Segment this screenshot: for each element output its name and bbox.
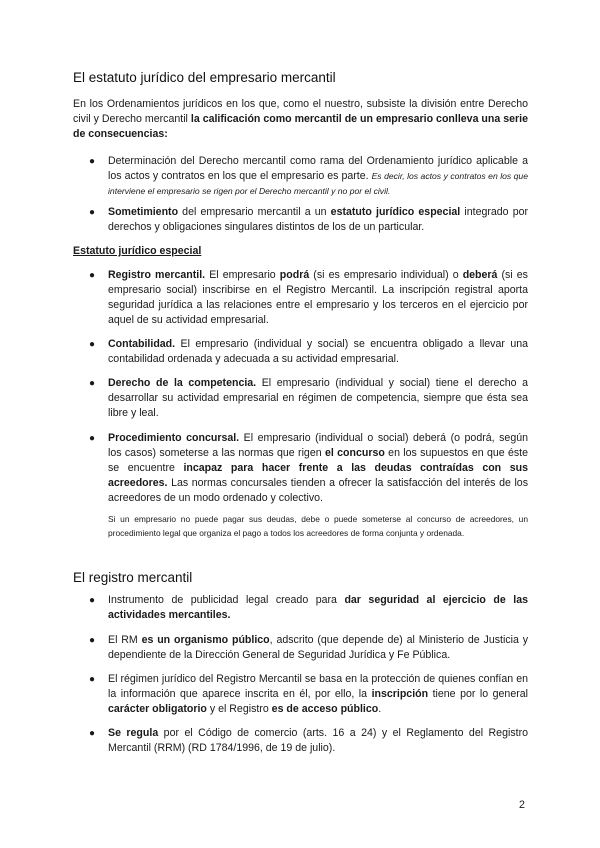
item-text: del empresario mercantil a un [178, 206, 331, 218]
page-number: 2 [519, 799, 525, 811]
estatuto-list-3 [73, 376, 528, 421]
item-bold: inscripción [371, 688, 429, 700]
item-bold: es un organismo público [141, 634, 270, 646]
bullet-icon: ● [89, 207, 96, 218]
item-text: Las normas concursales tienden a ofrecer la satisfacción del interés de los acreedores de un modo ordenado y colectivo. [108, 477, 528, 504]
concurso-note: Si un empresario no puede pagar sus deudas, debe o puede someterse al concurso de acreedores, un procedimiento legal que organiza el pago a todos los acreedores de forma conjunta y ordenada. [108, 514, 528, 538]
estatuto-list-1 [73, 268, 528, 328]
item-text: El RM [108, 634, 142, 646]
item-text: integrado por derechos y obligaciones singulares distintos de los de un particular. [108, 206, 529, 233]
subsection-title: Estatuto jurídico especial [73, 245, 202, 257]
bullet-icon: ● [89, 433, 96, 444]
list-item [73, 672, 528, 717]
intro-bold: la calificación como mercantil de un empresario conlleva una serie de consecuencias: [73, 113, 528, 140]
list-item [73, 431, 528, 506]
item-bold: Registro mercantil. [108, 269, 206, 281]
item-text: El régimen jurídico del Registro Mercantil se basa en la protección de quienes confían en la información que aparece inscrita en él, por ello, la [108, 673, 528, 700]
registro-list-3 [73, 672, 528, 717]
item-bold: deberá [462, 269, 498, 281]
item-text: por el Código de comercio (arts. 16 a 24) y el Reglamento del Registro Mercantil (RRM) (RD 1784/1996, de 19 de julio). [108, 727, 528, 754]
list-item [73, 205, 528, 235]
item-bold: es de acceso público [271, 703, 379, 715]
item-text: en los supuestos en que éste se encuentre [108, 447, 528, 474]
list-item [73, 726, 528, 756]
bullet-icon: ● [89, 728, 96, 739]
list-item [73, 268, 528, 328]
item-bold: Derecho de la competencia. [108, 377, 257, 389]
item-italic: Es decir, los actos y contratos en los que interviene el empresario se rigen por el Derecho mercantil y no por el civil. [108, 171, 528, 196]
bullet-icon: ● [89, 595, 96, 606]
item-bold: incapaz para hacer frente a las deudas contraídas con sus acreedores. [108, 462, 528, 489]
bullet-icon: ● [89, 635, 96, 646]
item-text: . [378, 703, 382, 715]
bullet-icon: ● [89, 339, 96, 350]
registro-list-1 [73, 593, 528, 623]
item-text: y el Registro [206, 703, 272, 715]
list-item [73, 593, 528, 623]
item-bold: podrá [279, 269, 310, 281]
item-text: Determinación del Derecho mercantil como rama del Ordenamiento jurídico aplicable a los actos y contratos en los que el empresario es parte. [108, 155, 528, 182]
item-bold: carácter obligatorio [108, 703, 207, 715]
intro-paragraph [73, 97, 528, 142]
item-bold: Se regula [108, 727, 159, 739]
estatuto-list-4 [73, 431, 528, 506]
registro-list-4 [73, 726, 528, 756]
item-text: Instrumento de publicidad legal creado para [108, 594, 345, 606]
item-bold: Sometimiento [108, 206, 179, 218]
estatuto-list-2 [73, 337, 528, 367]
item-text: , adscrito (que depende de) al Ministerio de Justicia y dependiente de la Dirección General de Seguridad Jurídica y Fe Pública. [108, 634, 529, 661]
item-text: El empresario [205, 269, 280, 281]
item-text: tiene por lo general [428, 688, 528, 700]
item-text: El empresario (individual y social) se encuentra obligado a llevar una contabilidad ordenada y adecuada a su actividad empresarial. [108, 338, 528, 365]
consequences-list [73, 154, 528, 199]
item-bold: el concurso [324, 447, 385, 459]
bullet-icon: ● [89, 270, 96, 281]
item-text: El empresario (individual o social) deberá (o podrá, según los casos) someterse a las normas que rigen [108, 432, 528, 459]
item-text: El empresario (individual y social) tiene el derecho a desarrollar su actividad empresarial en régimen de competencia, siempre que ésta sea libre y leal. [108, 377, 528, 419]
list-item [73, 376, 528, 421]
consequences-list-2 [73, 205, 528, 235]
item-text: (si es empresario social) inscribirse en el Registro Mercantil. La inscripción registral aporta seguridad jurídica a las relaciones entre el empresario y los terceros en el ejercicio por aquel de su actividad empresarial. [108, 269, 528, 326]
registro-list-2 [73, 633, 528, 663]
bullet-icon: ● [89, 156, 96, 167]
item-bold: dar seguridad al ejercicio de las actividades mercantiles. [108, 594, 528, 621]
list-item [73, 337, 528, 367]
item-bold: estatuto jurídico especial [330, 206, 461, 218]
section-title-estatuto: El estatuto jurídico del empresario mercantil [73, 70, 336, 85]
section-title-registro: El registro mercantil [73, 570, 193, 585]
list-item [73, 633, 528, 663]
bullet-icon: ● [89, 378, 96, 389]
item-bold: Contabilidad. [108, 338, 176, 350]
list-item [73, 154, 528, 199]
item-text: (si es empresario individual) o [309, 269, 463, 281]
bullet-icon: ● [89, 674, 96, 685]
intro-text: En los Ordenamientos jurídicos en los que, como el nuestro, subsiste la división entre Derecho civil y Derecho mercantil [73, 98, 528, 125]
item-bold: Procedimiento concursal. [108, 432, 240, 444]
